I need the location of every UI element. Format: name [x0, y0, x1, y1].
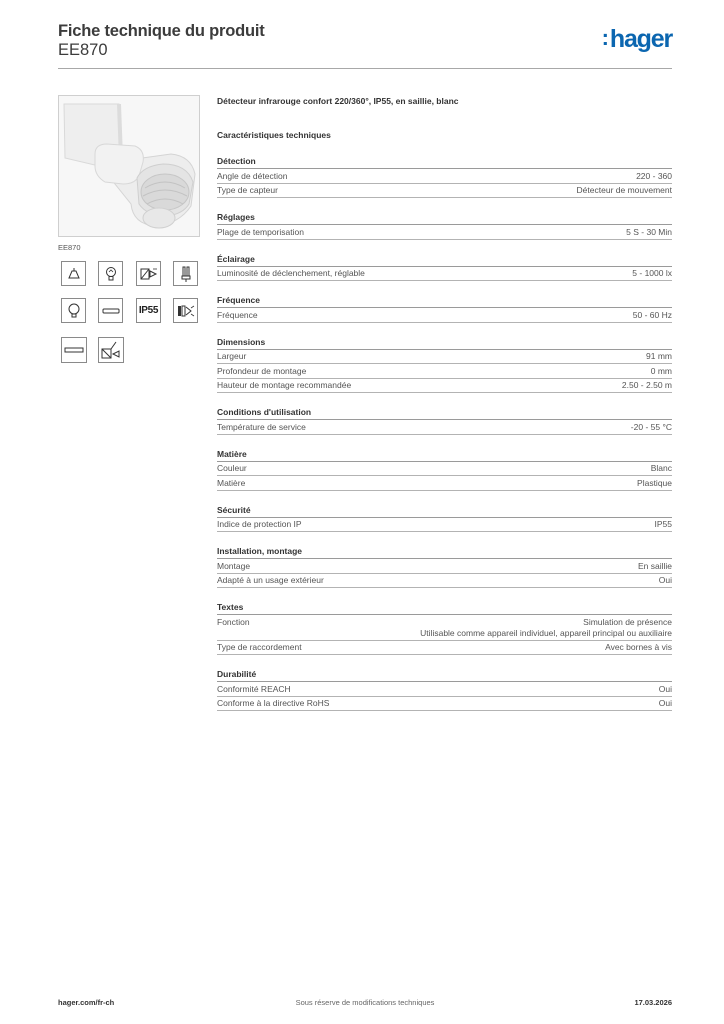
fluorescent-tube-icon [98, 298, 123, 323]
spec-row [217, 682, 672, 697]
spec-row [217, 267, 672, 282]
spec-section [217, 545, 672, 588]
spec-label: Conforme à la directive RoHS [217, 698, 330, 708]
spec-section [217, 601, 672, 655]
spec-row [217, 462, 672, 477]
spec-row [217, 574, 672, 589]
spec-value-line: Simulation de présence [583, 616, 672, 627]
spec-section-title: Détection [217, 155, 672, 169]
spec-section [217, 155, 672, 198]
spec-value [420, 617, 672, 639]
spec-section [217, 211, 672, 240]
footer-website-link[interactable]: hager.com/fr-ch [58, 998, 115, 1007]
spec-label: Type de raccordement [217, 642, 302, 652]
spec-value: Oui [658, 698, 672, 708]
spec-row [217, 476, 672, 491]
led-lamp-icon [173, 298, 198, 323]
spec-section-title: Fréquence [217, 294, 672, 308]
spec-label: Indice de protection IP [217, 519, 302, 529]
footer-date: 17.03.2026 [634, 998, 672, 1007]
spec-section-title: Dimensions [217, 336, 672, 350]
spec-section-title: Conditions d'utilisation [217, 406, 672, 420]
low-voltage-halogen-icon [136, 261, 161, 286]
spec-label: Fréquence [217, 309, 258, 320]
spec-section-title: Éclairage [217, 253, 672, 267]
spec-section-title: Matière [217, 448, 672, 462]
spec-value: 50 - 60 Hz [632, 309, 672, 320]
spec-section [217, 253, 672, 282]
spec-row [217, 641, 672, 656]
spec-label: Montage [217, 560, 251, 571]
spec-value: 5 S - 30 Min [626, 226, 672, 237]
spec-row [217, 379, 672, 394]
spec-label: Conformité REACH [217, 683, 291, 694]
spec-section [217, 336, 672, 394]
spec-label: Fonction [217, 616, 250, 627]
page-footer [58, 998, 672, 1010]
spec-value: 5 - 1000 lx [632, 268, 672, 278]
spec-label: Angle de détection [217, 170, 288, 181]
spec-value: En saillie [637, 560, 672, 571]
spec-row [217, 169, 672, 184]
spec-section [217, 448, 672, 491]
ip55-icon [136, 298, 161, 323]
spec-value: 0 mm [650, 365, 672, 376]
document-title: Fiche technique du produit [58, 22, 265, 40]
spec-label: Hauteur de montage recommandée [217, 380, 352, 390]
spec-section-title: Textes [217, 601, 672, 615]
header-divider [58, 68, 672, 69]
spec-sections [217, 155, 672, 711]
spec-row [217, 697, 672, 712]
spec-label: Largeur [217, 351, 247, 361]
spec-section-title: Durabilité [217, 668, 672, 682]
spec-row [217, 364, 672, 379]
spec-row [217, 615, 672, 641]
spec-section [217, 504, 672, 533]
spec-value: -20 - 55 °C [630, 421, 672, 432]
spec-value-line: Utilisable comme appareil individuel, appareil principal ou auxiliaire [420, 627, 672, 638]
spec-section-title: Sécurité [217, 504, 672, 518]
spec-value: IP55 [654, 519, 672, 529]
footer-disclaimer: Sous réserve de modifications techniques [295, 998, 435, 1007]
spec-value: 220 - 360 [636, 170, 672, 181]
specifications-panel [217, 95, 672, 711]
logo-colon: : [601, 25, 609, 50]
spec-row [217, 184, 672, 199]
spec-row [217, 308, 672, 323]
spec-label: Type de capteur [217, 185, 278, 195]
tube-lamp-icon [61, 337, 87, 363]
ip55-label: IP55 [138, 305, 159, 316]
spec-section [217, 668, 672, 711]
product-image [58, 95, 200, 237]
spec-label: Matière [217, 477, 246, 488]
spec-label: Adapté à un usage extérieur [217, 575, 324, 585]
spec-row [217, 225, 672, 240]
page-header [58, 20, 672, 68]
spec-value: Oui [658, 575, 672, 585]
spec-row [217, 350, 672, 365]
spec-section-title: Réglages [217, 211, 672, 225]
spec-value: Détecteur de mouvement [576, 185, 672, 195]
spec-label: Plage de temporisation [217, 226, 304, 237]
spec-label: Luminosité de déclenchement, réglable [217, 268, 365, 278]
spec-row [217, 559, 672, 574]
spec-row [217, 420, 672, 435]
technical-characteristics-title: Caractéristiques techniques [217, 130, 331, 140]
spec-value: Plastique [637, 477, 672, 488]
spec-value: Avec bornes à vis [605, 642, 672, 652]
spec-section-title: Installation, montage [217, 545, 672, 559]
spec-label: Profondeur de montage [217, 365, 307, 376]
image-caption: EE870 [58, 243, 81, 252]
spec-section [217, 406, 672, 435]
product-description: Détecteur infrarouge confort 220/360°, IP55, en saillie, blanc [217, 96, 459, 106]
spec-value: Blanc [650, 463, 672, 473]
compact-fluorescent-icon [173, 261, 198, 286]
spec-value: 2.50 - 2.50 m [621, 380, 672, 390]
motor-load-icon [98, 337, 124, 363]
product-code: EE870 [58, 41, 108, 59]
logo-text: hager [609, 25, 672, 53]
hager-logo [602, 26, 672, 53]
spec-value: 91 mm [646, 351, 672, 361]
incandescent-lamp-icon [61, 261, 86, 286]
spec-label: Couleur [217, 463, 247, 473]
motion-detector-illustration [59, 96, 199, 236]
spec-section [217, 294, 672, 323]
halogen-lamp-icon [98, 261, 123, 286]
spec-label: Température de service [217, 421, 306, 432]
led-bulb-icon [61, 298, 86, 323]
spec-value: Oui [658, 683, 672, 694]
spec-row [217, 518, 672, 533]
